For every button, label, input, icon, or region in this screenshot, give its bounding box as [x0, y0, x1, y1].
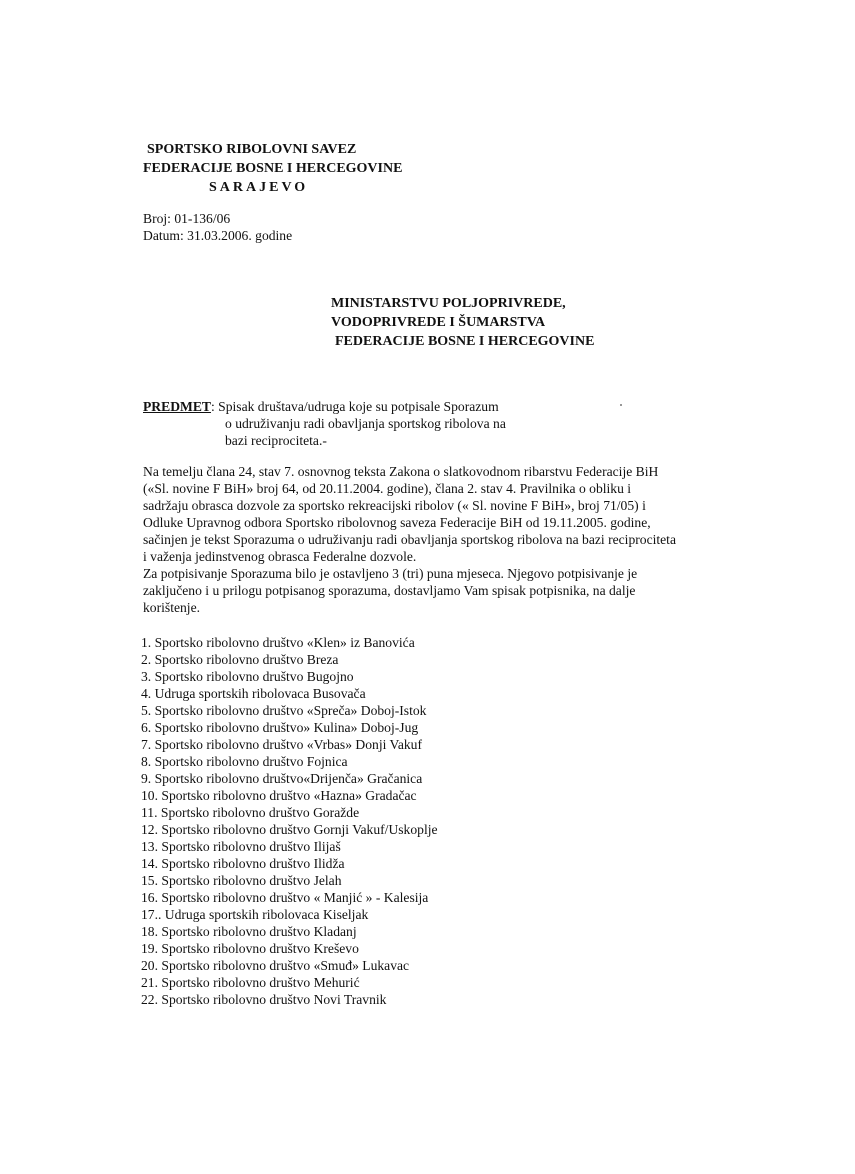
list-item: 2. Sportsko ribolovno društvo Breza — [141, 652, 339, 667]
list-item: 12. Sportsko ribolovno društvo Gornji Vakuf/Uskoplje — [141, 822, 438, 837]
list-item: 14. Sportsko ribolovno društvo Ilidža — [141, 856, 345, 871]
subject-block — [143, 398, 506, 449]
list-item: 17.. Udruga sportskih ribolovaca Kiseljak — [141, 907, 369, 922]
recipient-block — [331, 294, 594, 351]
list-item: 21. Sportsko ribolovno društvo Mehurić — [141, 975, 360, 990]
sender-line-3: SARAJEVO — [209, 180, 309, 195]
body-text — [143, 463, 843, 616]
list-item: 18. Sportsko ribolovno društvo Kladanj — [141, 924, 357, 939]
list-item: 7. Sportsko ribolovno društvo «Vrbas» Donji Vakuf — [141, 737, 422, 752]
list-item: 13. Sportsko ribolovno društvo Ilijaš — [141, 839, 341, 854]
list-item: 19. Sportsko ribolovno društvo Kreševo — [141, 941, 359, 956]
scan-speck — [620, 404, 622, 406]
list-item: 10. Sportsko ribolovno društvo «Hazna» Gradačac — [141, 788, 417, 803]
signatories-list — [141, 634, 438, 1008]
subject-label: PREDMET — [143, 399, 211, 414]
body-line: sačinjen je tekst Sporazuma o udruživanju radi obavljanja sportskog ribolova na bazi reciprociteta — [143, 532, 676, 547]
body-line: («Sl. novine F BiH» broj 64, od 20.11.2004. godine), člana 2. stav 4. Pravilnika o obliku i — [143, 481, 632, 496]
list-item: 1. Sportsko ribolovno društvo «Klen» iz Banovića — [141, 635, 415, 650]
list-item: 22. Sportsko ribolovno društvo Novi Travnik — [141, 992, 387, 1007]
list-item: 8. Sportsko ribolovno društvo Fojnica — [141, 754, 348, 769]
reference-block — [143, 210, 292, 244]
list-item: 9. Sportsko ribolovno društvo«Drijenča» Gračanica — [141, 771, 423, 786]
body-line: korištenje. — [143, 600, 201, 615]
list-item: 11. Sportsko ribolovno društvo Goražde — [141, 805, 360, 820]
body-line: i važenja jedinstvenog obrasca Federalne dozvole. — [143, 549, 417, 564]
list-item: 16. Sportsko ribolovno društvo « Manjić » - Kalesija — [141, 890, 429, 905]
list-item: 3. Sportsko ribolovno društvo Bugojno — [141, 669, 354, 684]
sender-line-2: FEDERACIJE BOSNE I HERCEGOVINE — [143, 161, 403, 176]
recipient-line-1: MINISTARSTVU POLJOPRIVREDE, — [331, 296, 566, 311]
list-item: 4. Udruga sportskih ribolovaca Busovača — [141, 686, 366, 701]
body-line: Na temelju člana 24, stav 7. osnovnog teksta Zakona o slatkovodnom ribarstvu Federacije BiH — [143, 464, 659, 479]
subject-line-3: bazi reciprociteta.- — [225, 433, 327, 448]
list-item: 15. Sportsko ribolovno društvo Jelah — [141, 873, 342, 888]
recipient-line-2: VODOPRIVREDE I ŠUMARSTVA — [331, 315, 546, 330]
list-item: 20. Sportsko ribolovno društvo «Smuđ» Lukavac — [141, 958, 410, 973]
body-line: Za potpisivanje Sporazuma bilo je ostavljeno 3 (tri) puna mjeseca. Njegovo potpisivanje je — [143, 566, 638, 581]
list-item: 6. Sportsko ribolovno društvo» Kulina» Doboj-Jug — [141, 720, 419, 735]
sender-line-1: SPORTSKO RIBOLOVNI SAVEZ — [147, 142, 357, 157]
body-line: Odluke Upravnog odbora Sportsko ribolovnog saveza Federacije BiH od 19.11.2005. godine, — [143, 515, 651, 530]
recipient-line-3: FEDERACIJE BOSNE I HERCEGOVINE — [335, 334, 595, 349]
body-line: sadržaju obrasca dozvole za sportsko rekreacijski ribolov (« Sl. novine F BiH», broj 71/05) i — [143, 498, 646, 513]
body-line: zaključeno i u prilogu potpisanog sporazuma, dostavljamo Vam spisak potpisnika, na dalje — [143, 583, 636, 598]
reference-number: Broj: 01-136/06 — [143, 211, 231, 226]
list-item: 5. Sportsko ribolovno društvo «Spreča» Doboj-Istok — [141, 703, 427, 718]
sender-block — [143, 140, 402, 197]
subject-line-1: : Spisak društava/udruga koje su potpisale Sporazum — [210, 399, 499, 414]
subject-line-2: o udruživanju radi obavljanja sportskog ribolova na — [225, 416, 506, 431]
reference-date: Datum: 31.03.2006. godine — [143, 228, 293, 243]
